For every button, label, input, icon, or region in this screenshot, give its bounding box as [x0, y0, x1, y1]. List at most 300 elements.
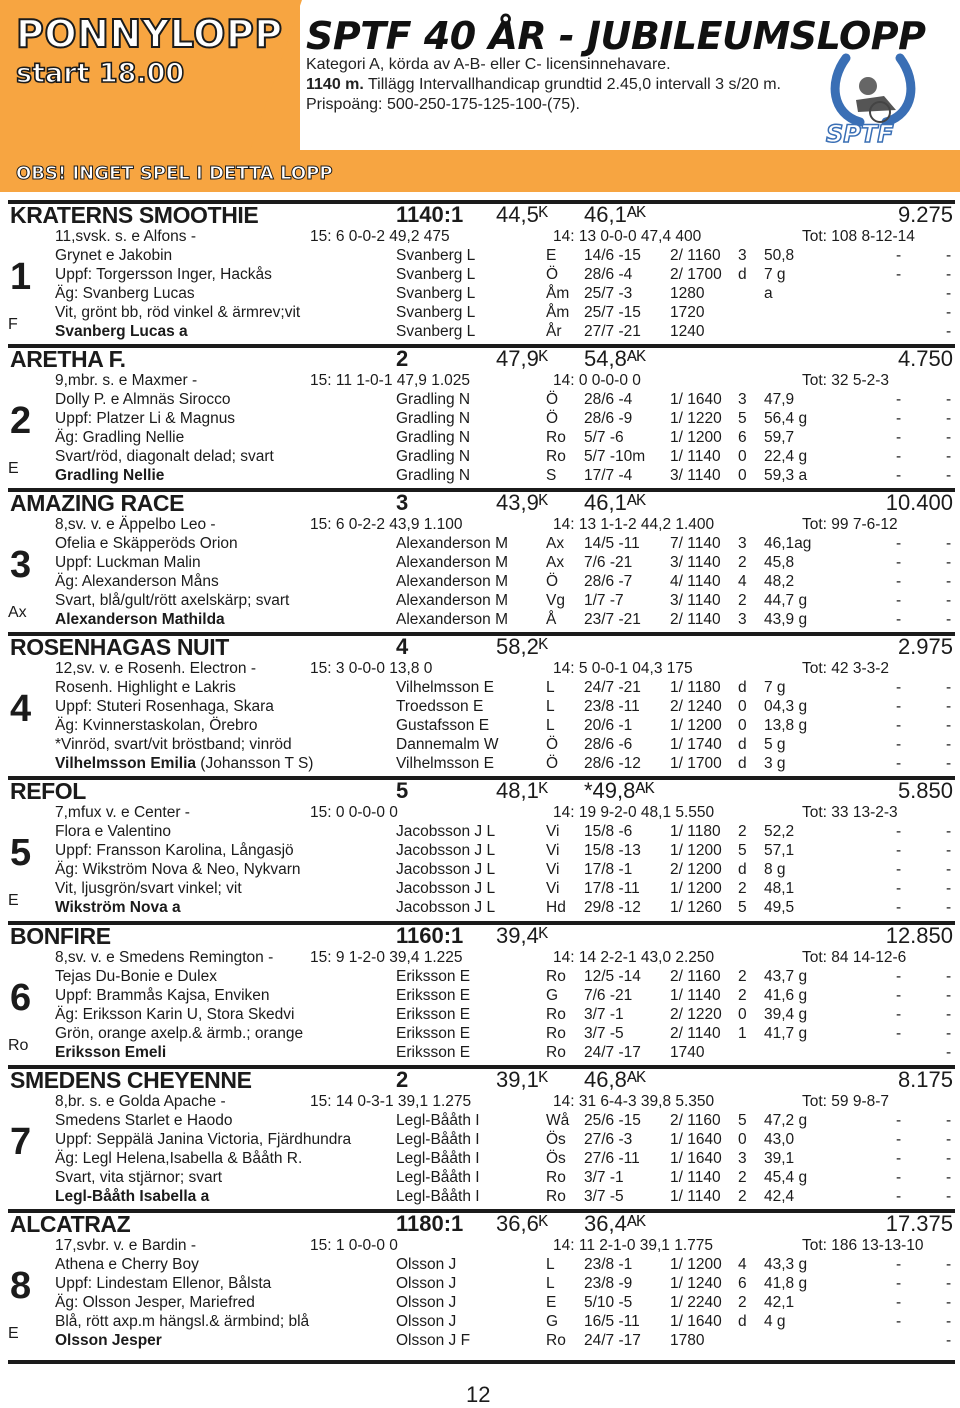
start-track: Ax — [546, 554, 565, 571]
race-conditions — [306, 76, 781, 94]
start-row — [8, 987, 955, 1006]
start-placing: 3 — [738, 247, 747, 264]
start-time: start 18.00 — [16, 58, 185, 89]
start-driver: Gustafsson E — [396, 717, 490, 734]
shoe-code: E — [8, 1325, 19, 1342]
start-placing: 4 — [738, 1256, 747, 1273]
start-prize: - — [946, 535, 952, 552]
start-odds: - — [896, 1188, 902, 1205]
stats-2015: 15: 11 1-0-1 47,9 1.025 — [310, 372, 471, 389]
shoe-code: Ro — [8, 1037, 29, 1054]
horse-dam: Dolly P. e Almnäs Sirocco — [55, 391, 231, 408]
start-track: Wå — [546, 1112, 570, 1129]
start-time-result: 4 g — [764, 1313, 786, 1330]
start-position: 1/ 1740 — [670, 736, 722, 753]
driver-name: Vilhelmsson Emilia — [55, 755, 196, 772]
start-position: 1780 — [670, 1332, 705, 1349]
start-number: 6 — [10, 977, 32, 1019]
start-time-result: 42,1 — [764, 1294, 795, 1311]
start-row — [8, 1275, 955, 1294]
stats-2015: 15: 0 0-0-0 0 — [310, 804, 398, 821]
start-prize: - — [946, 611, 952, 628]
start-position: 1/ 1200 — [670, 717, 722, 734]
horse-entry — [8, 200, 955, 342]
start-date: 3/7 -1 — [584, 1169, 624, 1186]
start-odds: - — [896, 1150, 902, 1167]
horse-owner: Äg: Eriksson Karin U, Stora Skedvi — [55, 1006, 295, 1023]
start-row — [8, 1169, 955, 1188]
entry-rule — [8, 344, 955, 348]
start-time-result: 48,2 — [764, 573, 795, 590]
start-position: 1/ 1640 — [670, 1313, 722, 1330]
start-time-result: 42,4 — [764, 1188, 795, 1205]
start-number: 4 — [10, 688, 32, 730]
horse-entry — [8, 488, 955, 630]
start-track: Ro — [546, 1044, 566, 1061]
stats-2014: 14: 13 1-1-2 44,2 1.400 — [553, 516, 715, 533]
start-placing: 0 — [738, 1131, 747, 1148]
start-prize: - — [946, 1006, 952, 1023]
stats-2014: 14: 31 6-4-3 39,8 5.350 — [553, 1093, 715, 1110]
start-distance: 5 — [396, 778, 409, 803]
horse-pedigree: 17,svbr. v. e Bardin - — [55, 1237, 196, 1254]
start-track: Ö — [546, 573, 559, 590]
start-date: 28/6 -6 — [584, 736, 633, 753]
horse-entry — [8, 1209, 955, 1351]
start-date: 24/7 -21 — [584, 679, 641, 696]
start-track: Å — [546, 611, 557, 628]
start-position: 3/ 1140 — [670, 592, 721, 609]
start-date: 16/5 -11 — [584, 1313, 640, 1330]
start-track: L — [546, 679, 555, 696]
start-position: 2/ 1200 — [670, 861, 722, 878]
start-position: 1720 — [670, 304, 705, 321]
start-odds: - — [896, 899, 902, 916]
start-row — [8, 1313, 955, 1332]
stats-2014: 14: 11 2-1-0 39,1 1.775 — [553, 1237, 714, 1254]
start-placing: d — [738, 679, 747, 696]
start-position: 1/ 1640 — [670, 1131, 722, 1148]
start-prize: - — [946, 880, 952, 897]
start-date: 15/8 -13 — [584, 842, 641, 859]
start-prize: - — [946, 410, 952, 427]
stats-2015: 15: 3 0-0-0 13,8 0 — [310, 660, 433, 677]
start-position: 1/ 1140 — [670, 1169, 721, 1186]
start-odds: - — [896, 266, 902, 283]
start-date: 15/8 -6 — [584, 823, 633, 840]
stats-2015: 15: 14 0-3-1 39,1 1.275 — [310, 1093, 472, 1110]
start-distance: 1180:1 — [396, 1211, 464, 1236]
start-placing: 2 — [738, 987, 747, 1004]
start-distance: 2 — [396, 1067, 409, 1092]
horse-dam: Grynet e Jakobin — [55, 247, 173, 264]
start-row — [8, 391, 955, 410]
entry-rule — [8, 921, 955, 925]
start-time-result: 41,8 g — [764, 1275, 808, 1292]
start-driver: Gradling N — [396, 467, 471, 484]
horse-entry — [8, 1065, 955, 1207]
start-row — [8, 1006, 955, 1025]
start-odds: - — [896, 1256, 902, 1273]
start-driver: Alexanderson M — [396, 573, 509, 590]
start-odds: - — [896, 1025, 902, 1042]
start-row — [8, 823, 955, 842]
horse-pedigree: 11,svsk. s. e Alfons - — [55, 228, 196, 245]
earnings: 17.375 — [885, 1211, 953, 1236]
start-date: 7/6 -21 — [584, 987, 633, 1004]
stats-total: Tot: 186 13-13-10 — [802, 1237, 924, 1254]
start-date: 3/7 -5 — [584, 1025, 624, 1042]
stats-total: Tot: 59 9-8-7 — [802, 1093, 890, 1110]
start-track: Ro — [546, 1006, 566, 1023]
start-row — [8, 573, 955, 592]
start-odds: - — [896, 467, 902, 484]
start-position: 1/ 1200 — [670, 880, 722, 897]
start-track: E — [546, 1294, 557, 1311]
start-row — [8, 698, 955, 717]
start-odds: - — [896, 1169, 902, 1186]
start-driver: Vilhelmsson E — [396, 755, 494, 772]
start-distance: 3 — [396, 490, 409, 515]
horse-name: ROSENHAGAS NUIT — [10, 634, 229, 660]
race-prize-points: Prispoäng: 500-250-175-125-100-(75). — [306, 96, 580, 113]
start-number: 1 — [10, 256, 32, 298]
start-row — [8, 1332, 955, 1351]
horse-breeder: Uppf: Fransson Karolina, Långasjö — [55, 842, 294, 859]
horse-pedigree: 8,br. s. e Golda Apache - — [55, 1093, 226, 1110]
start-track: Ö — [546, 391, 559, 408]
start-row — [8, 1131, 955, 1150]
start-date: 25/6 -15 — [584, 1112, 641, 1129]
start-odds: - — [896, 1006, 902, 1023]
start-prize: - — [946, 1044, 952, 1061]
start-track: År — [546, 323, 562, 340]
start-prize: - — [946, 1169, 952, 1186]
bottom-rule — [8, 1360, 955, 1364]
driver-name: Gradling Nellie — [55, 467, 165, 484]
record-autostart: *49,8ᴬᴷ — [584, 778, 655, 803]
start-driver: Legl-Bååth I — [396, 1131, 480, 1148]
start-driver: Gradling N — [396, 391, 471, 408]
start-driver: Jacobsson J L — [396, 842, 496, 859]
start-prize: - — [946, 429, 952, 446]
start-odds: - — [896, 987, 902, 1004]
start-track: Ro — [546, 1169, 566, 1186]
stats-2014: 14: 19 9-2-0 48,1 5.550 — [553, 804, 715, 821]
start-number: 3 — [10, 544, 32, 586]
horse-entry — [8, 632, 955, 774]
start-track: L — [546, 1256, 555, 1273]
start-driver: Legl-Bååth I — [396, 1169, 480, 1186]
horse-name: BONFIRE — [10, 923, 111, 949]
horse-breeder: Uppf: Seppälä Janina Victoria, Fjärdhundra — [55, 1131, 352, 1148]
start-placing: 5 — [738, 899, 747, 916]
start-odds: - — [896, 823, 902, 840]
start-time-result: 13,8 g — [764, 717, 808, 734]
horse-entry — [8, 776, 955, 918]
start-date: 27/7 -21 — [584, 323, 641, 340]
start-track: Ro — [546, 1332, 566, 1349]
start-position: 1/ 1200 — [670, 842, 722, 859]
start-position: 1280 — [670, 285, 705, 302]
start-prize: - — [946, 736, 952, 753]
start-position: 1/ 2240 — [670, 1294, 722, 1311]
horse-breeder: Uppf: Luckman Malin — [55, 554, 201, 571]
record-short: 39,4ᴷ — [496, 923, 549, 948]
start-driver: Gradling N — [396, 448, 471, 465]
horse-name: ALCATRAZ — [10, 1211, 131, 1237]
start-driver: Eriksson E — [396, 987, 471, 1004]
start-distance: 2 — [396, 346, 409, 371]
record-short: 58,2ᴷ — [496, 634, 549, 659]
start-prize: - — [946, 448, 952, 465]
start-time-result: 52,2 — [764, 823, 795, 840]
start-odds: - — [896, 880, 902, 897]
driver-name: Legl-Bååth Isabella a — [55, 1188, 210, 1205]
horse-dam: Smedens Starlet e Haodo — [55, 1112, 233, 1129]
start-prize: - — [946, 1313, 952, 1330]
start-date: 3/7 -5 — [584, 1188, 624, 1205]
start-placing: 5 — [738, 1112, 747, 1129]
start-row — [8, 880, 955, 899]
start-placing: 2 — [738, 823, 747, 840]
horse-name: AMAZING RACE — [10, 490, 185, 516]
earnings: 2.975 — [897, 634, 953, 659]
horse-name: REFOL — [10, 778, 86, 804]
record-short: 43,9ᴷ — [496, 490, 549, 515]
start-odds: - — [896, 717, 902, 734]
entry-rule — [8, 1209, 955, 1213]
start-placing: d — [738, 266, 747, 283]
start-track: Vi — [546, 861, 560, 878]
start-number: 2 — [10, 400, 32, 442]
start-prize: - — [946, 717, 952, 734]
start-row — [8, 1150, 955, 1169]
stats-total: Tot: 84 14-12-6 — [802, 949, 907, 966]
start-driver: Alexanderson M — [396, 611, 509, 628]
start-driver: Svanberg L — [396, 323, 476, 340]
shoe-code: E — [8, 892, 19, 909]
start-row — [8, 247, 955, 266]
start-date: 23/8 -9 — [584, 1275, 633, 1292]
racing-colors: Svart, blå/gult/rött axelskärp; svart — [55, 592, 290, 609]
start-track: Ö — [546, 410, 559, 427]
start-date: 23/8 -11 — [584, 698, 640, 715]
start-driver: Dannemalm W — [396, 736, 499, 753]
start-prize: - — [946, 987, 952, 1004]
start-track: Vi — [546, 880, 560, 897]
start-position: 1/ 1200 — [670, 1256, 722, 1273]
start-odds: - — [896, 247, 902, 264]
start-driver: Svanberg L — [396, 266, 476, 283]
horse-name: KRATERNS SMOOTHIE — [10, 202, 259, 228]
stats-2014: 14: 13 0-0-0 47,4 400 — [553, 228, 702, 245]
racing-colors: Grön, orange axelp.& ärmb.; orange — [55, 1025, 304, 1042]
record-short: 47,9ᴷ — [496, 346, 549, 371]
racing-colors: *Vinröd, svart/vit bröstband; vinröd — [55, 736, 292, 753]
start-row — [8, 1256, 955, 1275]
start-track: Vi — [546, 842, 560, 859]
start-prize: - — [946, 304, 952, 321]
start-prize: - — [946, 1131, 952, 1148]
start-position: 2/ 1140 — [670, 1025, 721, 1042]
start-date: 7/6 -21 — [584, 554, 633, 571]
horse-entry — [8, 921, 955, 1063]
start-driver: Vilhelmsson E — [396, 679, 494, 696]
start-placing: 3 — [738, 535, 747, 552]
start-driver: Alexanderson M — [396, 592, 509, 609]
racing-colors: Vit, grönt bb, röd vinkel & ärmrev;vit — [55, 304, 301, 321]
earnings: 5.850 — [897, 778, 953, 803]
start-row — [8, 535, 955, 554]
start-position: 2/ 1160 — [670, 968, 721, 985]
start-odds: - — [896, 611, 902, 628]
start-row — [8, 611, 955, 630]
start-track: Ro — [546, 448, 566, 465]
start-driver: Eriksson E — [396, 1006, 471, 1023]
start-prize: - — [946, 391, 952, 408]
start-date: 28/6 -9 — [584, 410, 633, 427]
start-driver: Jacobsson J L — [396, 899, 496, 916]
start-placing: 4 — [738, 573, 747, 590]
horse-breeder: Uppf: Stuteri Rosenhaga, Skara — [55, 698, 274, 715]
start-date: 17/8 -11 — [584, 880, 640, 897]
start-prize: - — [946, 968, 952, 985]
start-prize: - — [946, 247, 952, 264]
start-position: 4/ 1140 — [670, 573, 721, 590]
start-driver: Legl-Bååth I — [396, 1150, 480, 1167]
start-placing: 6 — [738, 429, 747, 446]
start-prize: - — [946, 266, 952, 283]
start-prize: - — [946, 1332, 952, 1349]
start-number: 8 — [10, 1265, 32, 1307]
start-placing: 5 — [738, 410, 747, 427]
horse-name: ARETHA F. — [10, 346, 126, 372]
start-position: 1/ 1140 — [670, 448, 721, 465]
start-driver: Svanberg L — [396, 285, 476, 302]
horse-pedigree: 8,sv. v. e Äppelbo Leo - — [55, 516, 216, 533]
horse-owner: Äg: Kvinnerstaskolan, Örebro — [55, 717, 258, 734]
start-time-result: 41,7 g — [764, 1025, 808, 1042]
start-odds: - — [896, 391, 902, 408]
start-track: G — [546, 1313, 559, 1330]
start-position: 1/ 1640 — [670, 1150, 722, 1167]
start-row — [8, 1044, 955, 1063]
start-time-result: 39,1 — [764, 1150, 795, 1167]
start-time-result: 7 g — [764, 679, 786, 696]
start-time-result: 04,3 g — [764, 698, 808, 715]
start-prize: - — [946, 698, 952, 715]
start-number: 7 — [10, 1121, 32, 1163]
start-placing: d — [738, 736, 747, 753]
start-date: 28/6 -7 — [584, 573, 633, 590]
start-odds: - — [896, 573, 902, 590]
start-time-result: 57,1 — [764, 842, 795, 859]
start-date: 24/7 -17 — [584, 1332, 641, 1349]
start-time-result: 45,4 g — [764, 1169, 808, 1186]
stats-total: Tot: 99 7-6-12 — [802, 516, 898, 533]
start-prize: - — [946, 573, 952, 590]
start-distance: 1160:1 — [396, 923, 464, 948]
start-position: 2/ 1160 — [670, 1112, 721, 1129]
start-time-result: 43,9 g — [764, 611, 808, 628]
start-row — [8, 592, 955, 611]
start-prize: - — [946, 842, 952, 859]
start-placing: d — [738, 755, 747, 772]
start-distance: 1140:1 — [396, 202, 464, 227]
start-time-result: 3 g — [764, 755, 786, 772]
start-driver: Jacobsson J L — [396, 861, 496, 878]
start-odds: - — [896, 968, 902, 985]
start-placing: 0 — [738, 717, 747, 734]
sptf-logo — [818, 52, 928, 148]
start-track: E — [546, 247, 557, 264]
start-odds: - — [896, 861, 902, 878]
start-row — [8, 968, 955, 987]
start-date: 3/7 -1 — [584, 1006, 624, 1023]
start-position: 1/ 1240 — [670, 1275, 722, 1292]
start-placing: 5 — [738, 842, 747, 859]
start-driver: Alexanderson M — [396, 554, 509, 571]
start-odds: - — [896, 842, 902, 859]
start-row — [8, 554, 955, 573]
start-track: Ro — [546, 968, 566, 985]
driver-name: Svanberg Lucas a — [55, 323, 188, 340]
start-date: 20/6 -1 — [584, 717, 633, 734]
start-odds: - — [896, 410, 902, 427]
start-odds: - — [896, 1131, 902, 1148]
start-time-result: 8 g — [764, 861, 786, 878]
record-autostart: 54,8ᴬᴷ — [584, 346, 647, 371]
start-position: 2/ 1160 — [670, 247, 721, 264]
start-track: Åm — [546, 285, 570, 302]
start-date: 25/7 -15 — [584, 304, 641, 321]
start-date: 23/8 -1 — [584, 1256, 633, 1273]
start-odds: - — [896, 698, 902, 715]
start-position: 2/ 1240 — [670, 698, 722, 715]
start-odds: - — [896, 592, 902, 609]
race-category: Kategori A, körda av A-B- eller C- licensinnehavare. — [306, 56, 671, 73]
start-prize: - — [946, 1275, 952, 1292]
start-position: 1240 — [670, 323, 705, 340]
start-track: G — [546, 987, 559, 1004]
start-position: 1/ 1140 — [670, 1188, 721, 1205]
horse-pedigree: 12,sv. v. e Rosenh. Electron - — [55, 660, 257, 677]
start-row — [8, 323, 955, 342]
start-track: Ös — [546, 1150, 566, 1167]
start-driver: Legl-Bååth I — [396, 1188, 480, 1205]
start-track: L — [546, 717, 555, 734]
start-date: 17/8 -1 — [584, 861, 633, 878]
start-driver: Olsson J — [396, 1294, 457, 1311]
start-driver: Olsson J — [396, 1313, 457, 1330]
start-date: 23/7 -21 — [584, 611, 641, 628]
start-prize: - — [946, 755, 952, 772]
stats-total: Tot: 108 8-12-14 — [802, 228, 915, 245]
start-driver: Gradling N — [396, 429, 471, 446]
start-track: Åm — [546, 304, 570, 321]
record-autostart: 46,8ᴬᴷ — [584, 1067, 647, 1092]
start-time-result: 46,1ag — [764, 535, 812, 552]
start-odds: - — [896, 1112, 902, 1129]
start-number: 5 — [10, 832, 32, 874]
start-driver: Olsson J — [396, 1275, 457, 1292]
earnings: 12.850 — [885, 923, 953, 948]
start-time-result: 43,0 — [764, 1131, 795, 1148]
start-track: L — [546, 698, 555, 715]
start-prize: - — [946, 1112, 952, 1129]
shoe-code: E — [8, 460, 19, 477]
